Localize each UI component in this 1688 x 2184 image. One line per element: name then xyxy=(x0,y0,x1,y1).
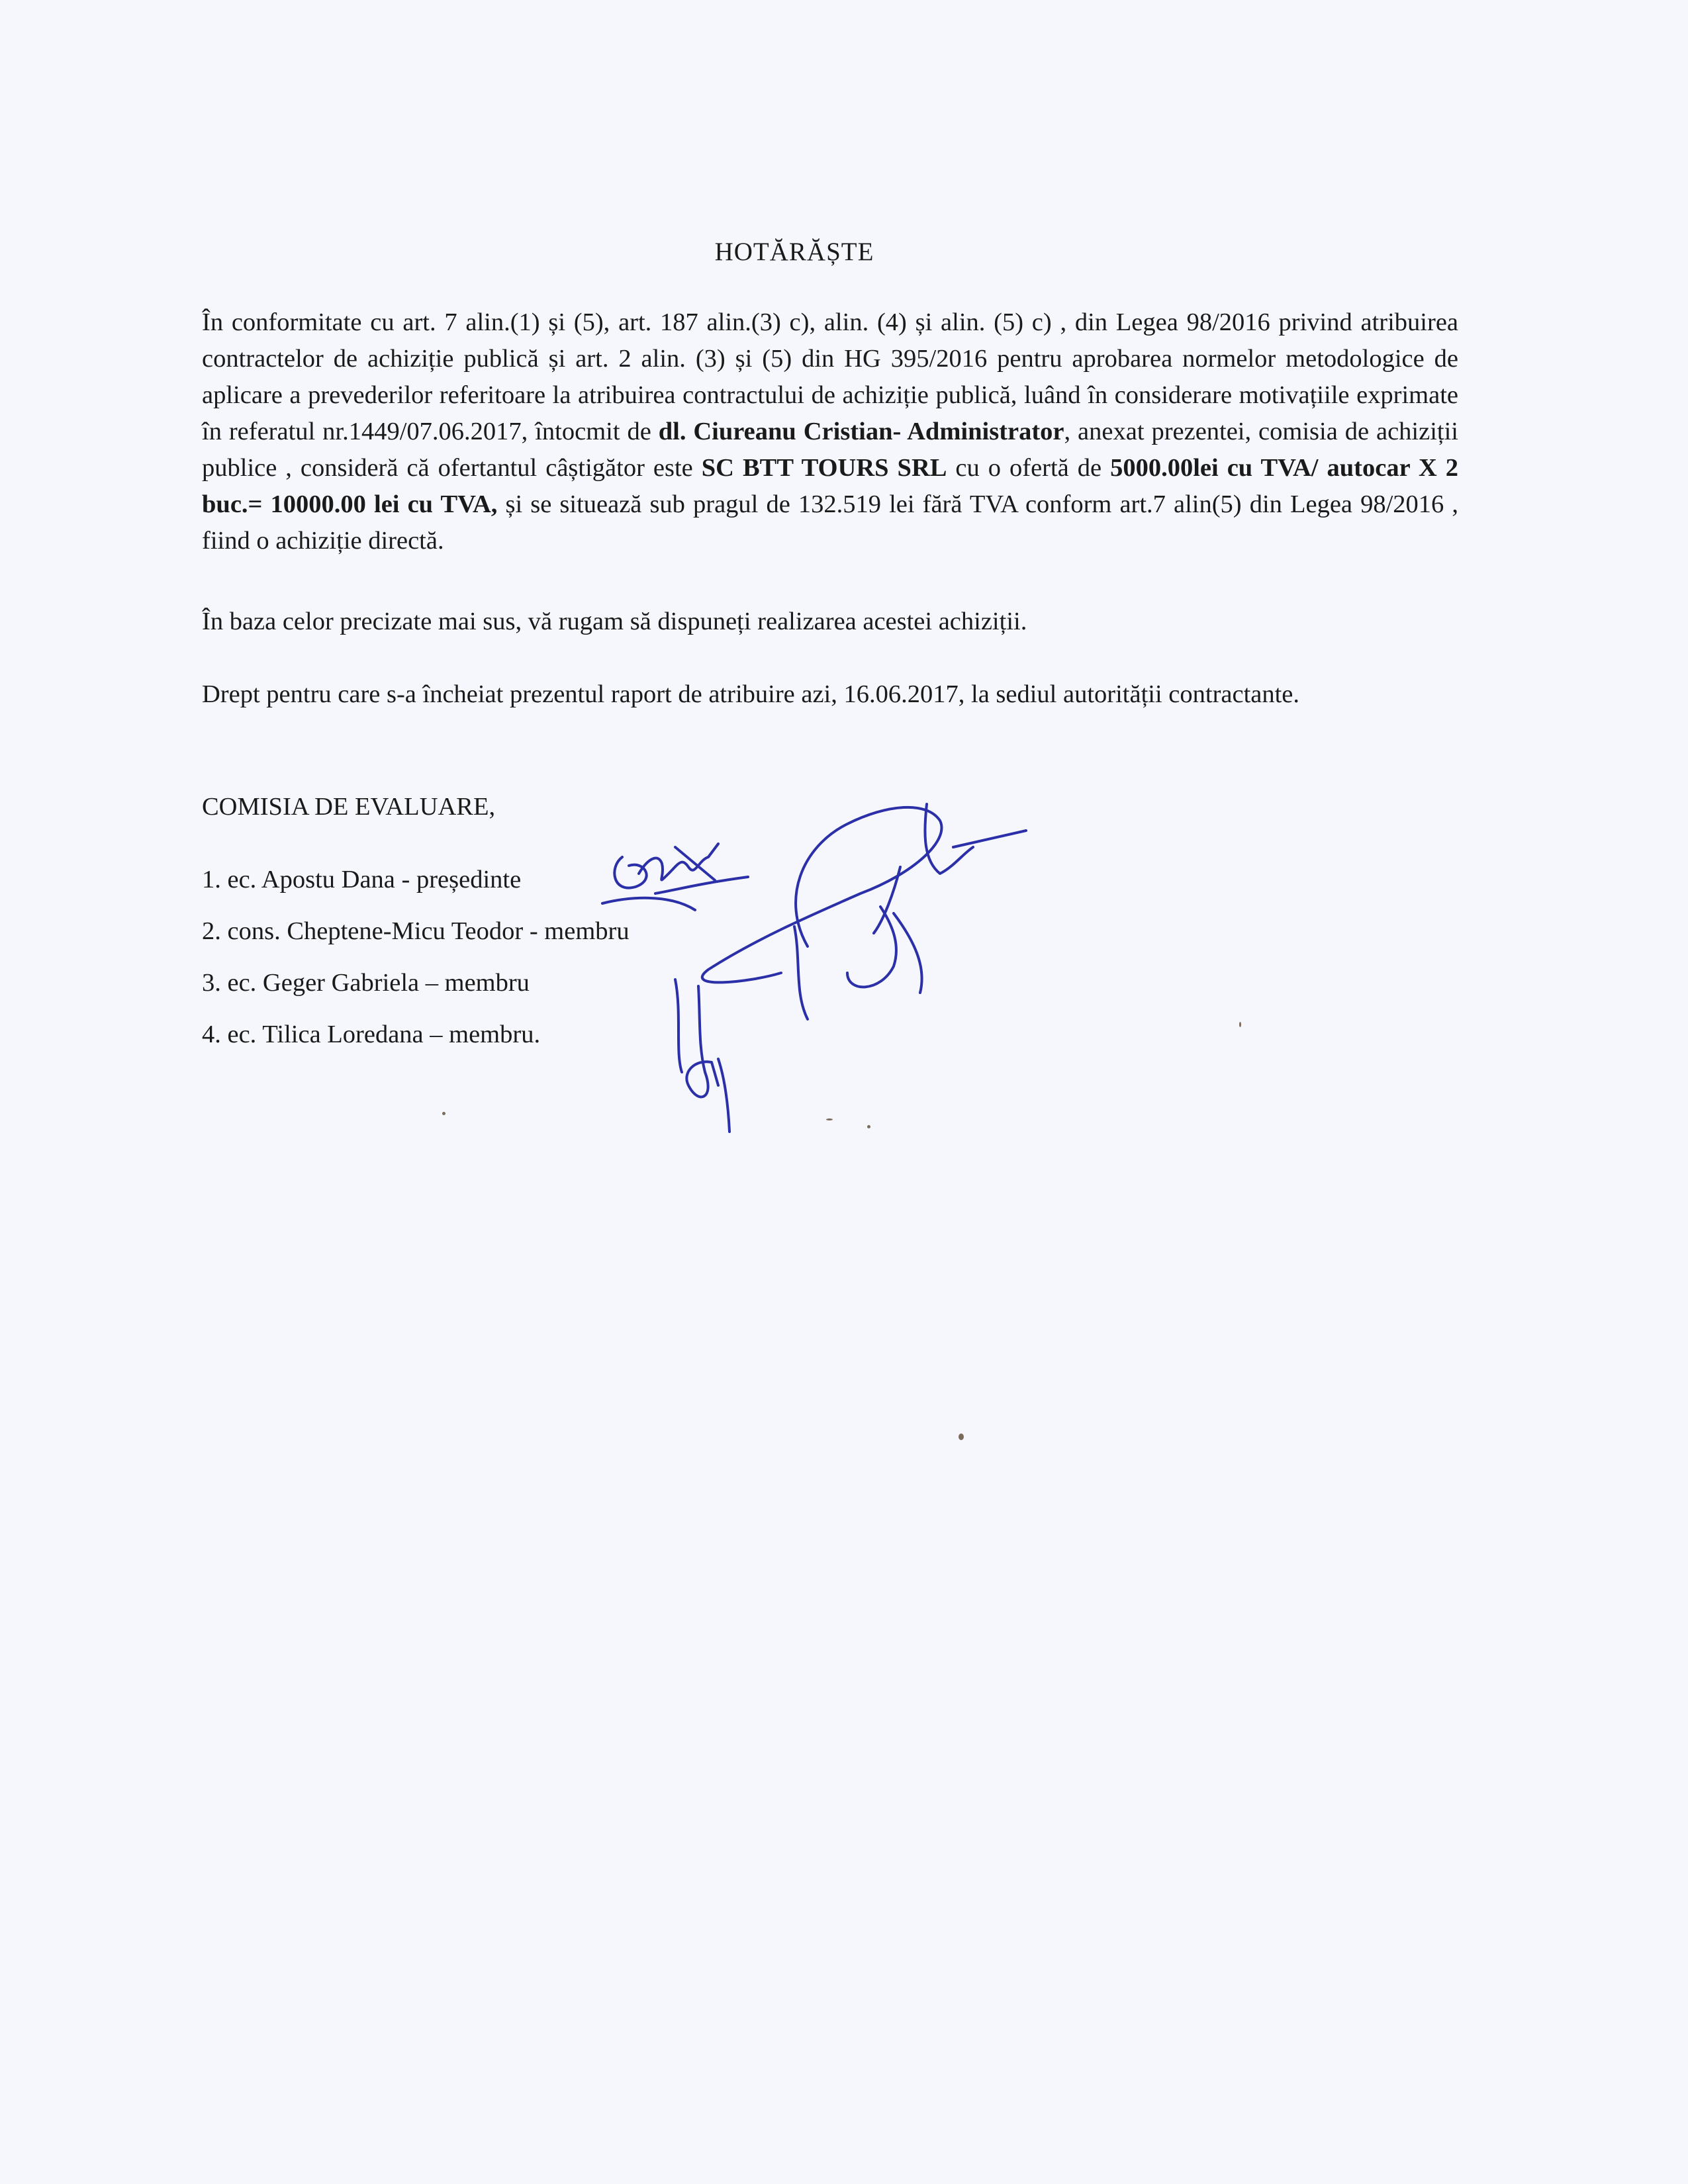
commission-members-list xyxy=(202,862,630,1068)
offer-amount: 5000.00lei cu TVA/ autocar X 2 buc.= 10000.00 lei cu TVA, xyxy=(202,454,1458,518)
winning-bidder: SC BTT TOURS SRL xyxy=(701,454,947,482)
scan-speck xyxy=(959,1433,964,1440)
paragraph-text: și se situează sub pragul de 132.519 lei fără TVA conform art.7 alin(5) din Legea 98/2016 , fiind o achiziție directă. xyxy=(202,490,1458,555)
scan-speck xyxy=(826,1118,833,1120)
paragraph-text: În conformitate cu art. 7 alin.(1) și (5), art. 187 alin.(3) c), alin. (4) și alin. (5) c) , din Legea 98/2016 privind atribuirea contractelor de achiziție publică și art. 2 alin. (3) și (5) din HG 395/2016 pentru aprobarea normelor metodologice de aplicare a prevederilor referitoare la atribuirea contractului de achiziție publică, luând în considerare motivațiile exprimate în referatul nr.1449/07.06.2017, întocmit de xyxy=(202,308,1458,445)
administrator-name: dl. Ciureanu Cristian- Administrator xyxy=(658,418,1064,445)
scan-speck xyxy=(867,1125,870,1128)
member-item: 3. ec. Geger Gabriela – membru xyxy=(202,969,530,997)
commission-heading: COMISIA DE EVALUARE, xyxy=(202,793,496,821)
request-paragraph: În baza celor precizate mai sus, vă rugam să dispuneți realizarea acestei achiziții. xyxy=(202,608,1027,635)
paragraph-text: cu o ofertă de xyxy=(947,454,1111,482)
closing-paragraph: Drept pentru care s-a încheiat prezentul raport de atribuire azi, 16.06.2017, la sediul autorității contractante. xyxy=(202,680,1300,708)
handwritten-signatures xyxy=(583,794,1046,1165)
member-item: 1. ec. Apostu Dana - președinte xyxy=(202,866,522,893)
document-title: HOTĂRĂȘTE xyxy=(714,238,874,266)
decision-paragraph xyxy=(202,304,1458,559)
scan-speck xyxy=(1239,1022,1241,1027)
member-item: 2. cons. Cheptene-Micu Teodor - membru xyxy=(202,917,630,945)
scan-speck xyxy=(442,1112,445,1115)
member-item: 4. ec. Tilica Loredana – membru. xyxy=(202,1021,541,1048)
paragraph-text: , anexat prezentei, comisia de achiziții publice , consideră că ofertantul câștigător este xyxy=(202,418,1458,482)
